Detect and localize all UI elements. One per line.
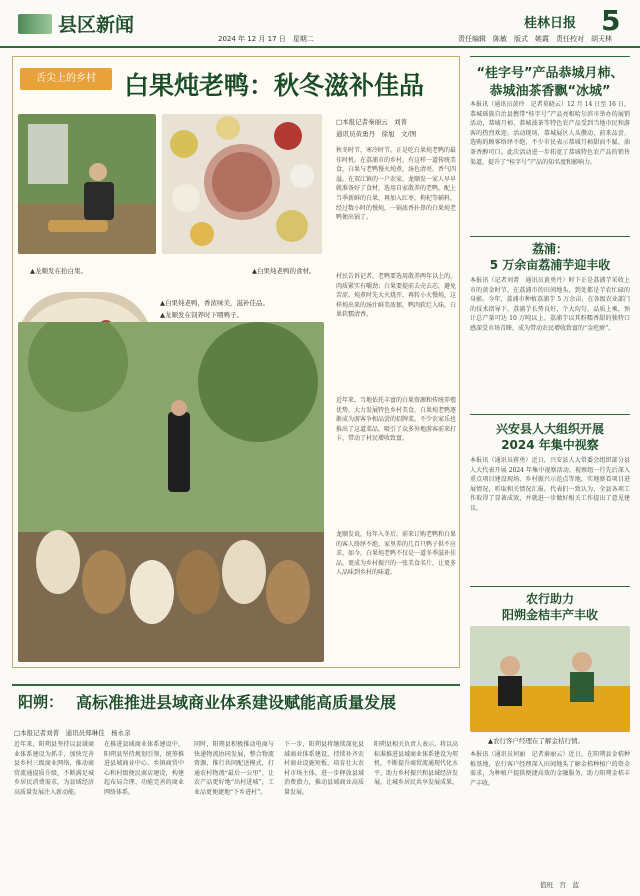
- caption-4: ▲龙顺发在饲养时下喂鸭子。: [160, 311, 243, 319]
- feature-body-1: 秋冬时节，寒冷时节，正是吃白果炖老鸭的最佳时机。在荔浦市的乡村，有这样一道传统美食，白果与老鸭慢火炖煮，汤色清亮，香气四溢。在双江镇的一户农家，龙顺发一家人早早就准备好了食材，选用自家散养的老鸭，配上当季新鲜的白果，再加入红枣、枸杞等辅料，经过数小时的慢炖，一锅浓香扑鼻的白果炖老鸭便出锅了。: [336, 147, 456, 222]
- right-rule-2: [470, 236, 630, 237]
- article1-body: 本报讯（通讯员黄玲 记者莫晓云）12 月 14 日至 16 日，恭城瑶族自治县携带“桂字号”产品亮相哈尔滨市举办的展销活动，恭城月柿、恭城油茶等特色农产品受到当地市民和游客的热烈欢迎。活动现场，恭城展区人头攒动，前来品尝、选购的顾客络绎不绝，不少市民表示恭城月柿甜而不腻、油茶香醇可口。此次活动进一步拓宽了恭城特色农产品的销售渠道，提升了“桂字号”产品的知名度和影响力。: [470, 101, 630, 166]
- bottom-headline: [12, 684, 460, 720]
- photo-ducks: [18, 322, 324, 662]
- article1-title-2: 恭城油茶香飘“冰城”: [489, 84, 611, 99]
- right-rule-3: [470, 414, 630, 415]
- editors-line: 责任编辑 陈敏 版式 姚霞 责任校对 胡天林: [458, 35, 612, 43]
- article4-body: 本报讯（通讯员何丽 记者秦丽云）近日，在阳朔县金桔种植基地，农行客户经理深入田间地头了解金桔种植户的资金需求，为种植户提供便捷高效的金融服务，助力阳朔金桔丰产丰收。: [470, 751, 630, 787]
- article3-title-2: 2024 年集中视察: [501, 438, 599, 452]
- bottom-title: 高标准推进县域商业体系建设赋能高质量发展: [76, 693, 397, 712]
- bottom-body-5: 阳朔县相关负责人表示，将以高标准推进县域商业体系建设为契机，不断提升商贸流通现代化水平，助力乡村振兴和县域经济发展，让城乡居民共享发展成果。: [374, 741, 458, 787]
- photo-kumquat: [470, 626, 630, 732]
- bottom-byline: □本报记者刘菁 通讯员郑琳佳 杨永亲: [14, 729, 131, 737]
- caption-3: ▲白果炖老鸭，香浓味美，滋补佳品。: [160, 299, 269, 307]
- feature-body-2: 村民告诉记者，老鸭要选用散养两年以上的，肉质紧实有嚼劲；白果要提前去壳去芯，避免苦涩。炖煮时先大火烧开，再转小火慢炖，这样炖出来的汤汁鲜美浓郁，鸭肉软烂入味，白果软糯清香。: [336, 273, 456, 319]
- right-rule-1: [470, 56, 630, 57]
- bottom-place: 阳朔：: [18, 693, 64, 711]
- bottom-body-2: 在推进县域商业体系建设中，阳朔县坚持规划引领，统筹推进县城商业中心、乡镇商贸中心和村级便民商店建设，构建起布局合理、功能完善的商业网络体系。: [104, 741, 184, 796]
- article1-title-1: “桂字号”产品恭城月柿、: [476, 66, 624, 81]
- bottom-body-4: 下一步，阳朔县将继续深化县域商业体系建设，持续补齐农村商业设施短板，培育壮大农村市场主体，进一步释放县域消费潜力，推动县域商业高质量发展。: [284, 741, 364, 796]
- ducks-illustration: [18, 322, 324, 662]
- article2-body: 本报讯（记者刘菁 通讯员黄勇丹）时下正是荔浦芋采收上市的黄金时节，在荔浦市的田间地头，到处都是芋农忙碌的身影。今年，荔浦市种植荔浦芋 5 万余亩，在各级农业部门的技术指导下，荔浦芋长势良好，个大均匀，品质上乘，预计总产量可达 10 万吨以上。荔浦芋以其粉糯香甜的独特口感深受市场青睐，成为带动农民增收致富的“金疙瘩”。: [470, 277, 630, 332]
- article4-caption: ▲农行客户经理在了解金桔行情。: [488, 737, 584, 745]
- masthead: [0, 0, 640, 48]
- newspaper-logo: 桂林日报: [524, 16, 577, 31]
- caption-1: ▲龙顺发在抬白果。: [30, 267, 87, 275]
- page-number: 5: [601, 4, 621, 37]
- ingredients-illustration: [162, 114, 322, 254]
- feature-title: 白果炖老鸭：秋冬滋补佳品: [124, 71, 425, 100]
- article2-title-2: 5 万余亩荔浦芋迎丰收: [489, 258, 611, 272]
- feature-byline-reporters: □本报记者秦丽云 刘菁: [336, 118, 408, 126]
- bottom-body-1: 近年来，阳朔县坚持以县域商业体系建设为抓手，加快完善县乡村三级商业网络，推动商贸流通提质升级，不断满足城乡居民消费需求，为县域经济高质量发展注入新动能。: [14, 741, 94, 796]
- bottom-body-3: 同时，阳朔县积极推动电商与快递物流协同发展，整合物流资源，推行共同配送模式，打通农村物流“最后一公里”，让农产品更好地“出村进城”，工业品更便捷地“下乡进村”。: [194, 741, 274, 796]
- farmer-ginkgo-illustration: [18, 114, 156, 254]
- right-rule-4: [470, 586, 630, 587]
- feature-tag: 舌尖上的乡村: [20, 68, 112, 90]
- article2-title-1: 荔浦：: [531, 242, 568, 256]
- photo-ingredients: [162, 114, 322, 254]
- section-title: 县区新闻: [58, 14, 135, 36]
- article4-title-2: 阳朔金桔丰产丰收: [501, 608, 598, 622]
- feature-byline-correspondents: 通讯员黄勇丹 徐旭 文/图: [336, 130, 417, 138]
- feature-byline: [336, 116, 456, 140]
- kumquat-illustration: [470, 626, 630, 732]
- article3-title-1: 兴安县人大组织开展: [495, 422, 604, 436]
- caption-2: ▲白果炖老鸭的食材。: [252, 267, 316, 275]
- footer-credit: 值班 宫 蓝: [540, 881, 579, 889]
- feature-body-4: 龙顺发说，每年入冬后，前来订购老鸭和白果的客人络绎不绝，家里养的几百只鸭子供不应求。如今，白果炖老鸭不仅是一道冬季滋补佳品，更成为乡村振兴的一张美食名片，让更多人品味到乡村的味道。: [336, 531, 456, 577]
- issue-date: 2024 年 12 月 17 日 星期二: [218, 35, 314, 43]
- article3-body: 本报讯（通讯员蒋勇）近日，兴安县人大常委会组织部分县人大代表开展 2024 年集中视察活动。视察组一行先后深入重点项目建设现场、乡村振兴示范点等地，实地察看项目进展情况，听取相关情况汇报。代表们一致认为，全县各项工作取得了显著成效，并就进一步做好相关工作提出了意见建议。: [470, 457, 630, 512]
- photo-farmer-ginkgo: [18, 114, 156, 254]
- feature-body-3: 近年来，当地依托丰富的白果资源和传统养殖优势，大力发展特色乡村美食，白果炖老鸭逐渐成为游客争相品尝的招牌菜。不少农家乐也推出了这道菜品，吸引了众多外地游客前来打卡，带动了村民增收致富。: [336, 397, 456, 443]
- article4-title-1: 农行助力: [525, 592, 574, 606]
- masthead-decoration: [18, 14, 52, 34]
